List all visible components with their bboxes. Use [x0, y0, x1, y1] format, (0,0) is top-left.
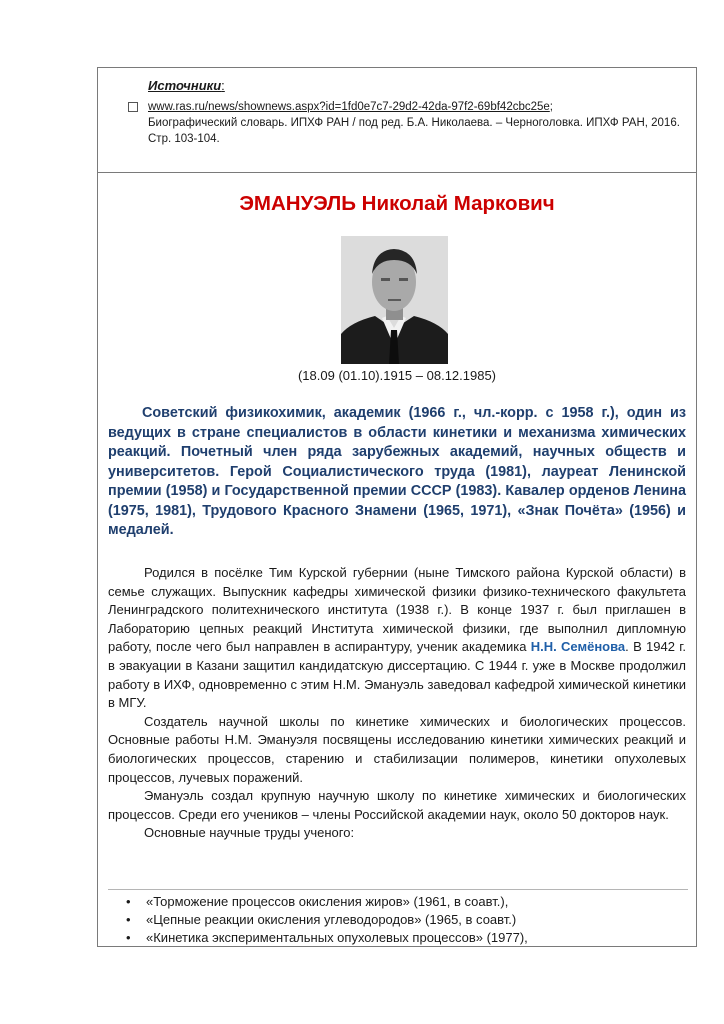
works-divider: [108, 889, 688, 890]
lead-summary: Советский физикохимик, академик (1966 г., чл.-корр. с 1958 г.), один из ведущих в стране специалистов в области кинетики и механизма химических реакций. Почетный член ряда зарубежных академий, научных обществ и университетов. Герой Социалистического труда (1981), лауреат Ленинской премии (1958) и Государственной премии СССР (1983). Кавалер орденов Ленина (1975, 1981), Трудового Красного Знамени (1965, 1971), «Знак Почёта» (1956) и медалей.: [108, 405, 686, 538]
sources-heading-text: Источники: [148, 78, 222, 93]
source-citation: Биографический словарь. ИПХФ РАН / под ред. Б.А. Николаева. – Черноголовка. ИПХФ РАН, 2016. Стр. 103-104.: [148, 117, 680, 145]
works-list: [108, 893, 668, 947]
sources-heading-colon: :: [221, 78, 225, 93]
source-link-punct: ;: [549, 101, 553, 113]
source-link[interactable]: www.ras.ru/news/shownews.aspx?id=1fd0e7c7-29d2-42da-97f2-69bf42cbc25e: [148, 101, 550, 113]
bullet-box-icon: [128, 102, 138, 112]
bio-paragraph-4: Основные научные труды ученого:: [144, 825, 355, 841]
sources-section: [98, 68, 696, 173]
list-item: • «Торможение процессов окисления жиров» (1961, в соавт.),: [108, 893, 668, 911]
bio-paragraph-2: Создатель научной школы по кинетике химических и биологических процессов. Основные работы Н.М. Эмануэля посвящены исследованию кинетики химических реакций и биологических процессов, старению и стабилизации полимеров, кинетики опухолевых процессов, лучевых поражений.: [108, 713, 686, 785]
portrait-photo-drawing: [341, 236, 448, 364]
life-dates: (18.09 (01.10).1915 – 08.12.1985): [297, 368, 497, 383]
sources-entry: [148, 99, 688, 147]
portrait-photo: [341, 236, 448, 364]
bio-text-1a: Родился в посёлке Тим Курской губернии (ныне Тимского района Курской области) в семье служащих. Выпускник кафедры химической физики физико-технического факультета Ленинградского политехнического института (1938 г.). В конце 1937 г. был приглашен в Лабораторию цепных реакций Института химической физики, где выполнил дипломную работу, после чего был направлен в аспирантуру, ученик академика: [108, 565, 686, 655]
bio-text-1b: . В 1942 г. в эвакуации в Казани защитил кандидатскую диссертацию. С 1944 г. уже в Москве продолжил работу в ИХФ, одновременно с этим Н.М. Эмануэль заведовал кафедрой химической кинетики в МГУ.: [108, 639, 687, 711]
semenov-link[interactable]: Н.Н. Семёнова: [530, 639, 626, 655]
bio-paragraph-3: Эмануэль создал крупную научную школу по кинетике химических и биологических процессов. Среди его учеников – члены Российской академии наук, около 50 докторов наук.: [108, 788, 686, 822]
biography: [108, 564, 686, 843]
bio-paragraph-1: [108, 564, 686, 713]
list-item: • «Кинетика экспериментальных опухолевых процессов» (1977),: [108, 929, 668, 947]
list-item: • «Цепные реакции окисления углеводородов» (1965, в соавт.): [108, 911, 668, 929]
document-frame: [97, 67, 697, 947]
person-name: ЭМАНУЭЛЬ Николай Маркович: [239, 192, 555, 215]
sources-heading: [148, 78, 225, 93]
